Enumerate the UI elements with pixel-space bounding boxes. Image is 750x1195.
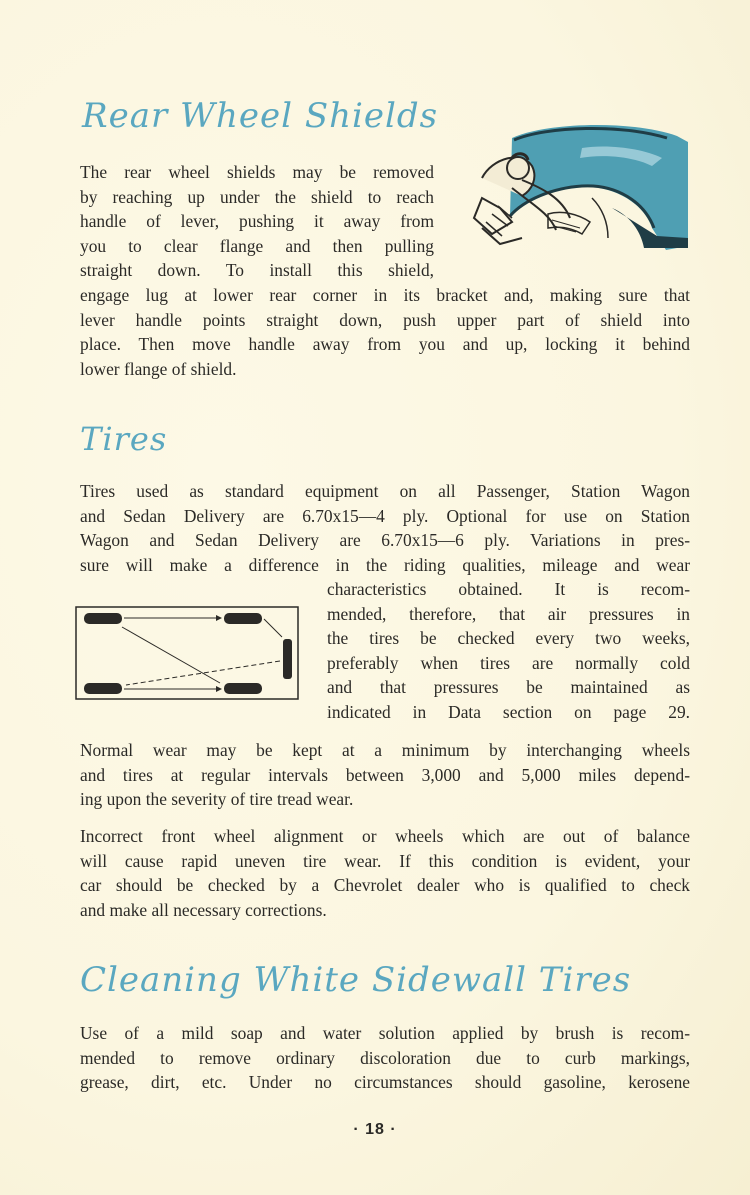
text-line: Wagon and Sedan Delivery are 6.70x15—6 ply. Variations in pres- bbox=[80, 530, 690, 551]
text-line: preferably when tires are normally cold bbox=[327, 652, 690, 673]
heading-tires: Tires bbox=[80, 420, 168, 458]
text-line: The rear wheel shields may be removed bbox=[80, 162, 434, 182]
heading-rear-wheel-shields: Rear Wheel Shields bbox=[82, 96, 439, 136]
text-line: you to clear flange and then pulling bbox=[80, 235, 434, 256]
text-line: and that pressures be maintained as bbox=[327, 677, 690, 698]
text-line: lever handle points straight down, push upper part of shield into bbox=[80, 309, 690, 330]
paragraph-cleaning bbox=[80, 1021, 690, 1095]
paragraph-tires-alignment bbox=[80, 824, 690, 922]
text-line: grease, dirt, etc. Under no circumstances should gasoline, kerosene bbox=[80, 1072, 690, 1093]
text-line: and make all necessary corrections. bbox=[80, 899, 327, 920]
heading-cleaning-white-sidewall-tires: Cleaning White Sidewall Tires bbox=[80, 960, 632, 1000]
text-line: by reaching up under the shield to reach bbox=[80, 186, 434, 207]
text-line: Tires used as standard equipment on all Passenger, Station Wagon bbox=[80, 481, 690, 501]
text-line: car should be checked by a Chevrolet dealer who is qualified to check bbox=[80, 875, 690, 896]
paragraph-rear-wheel-shields-full bbox=[80, 283, 690, 381]
page-number: · 18 · bbox=[353, 1121, 397, 1138]
text-line: and Sedan Delivery are 6.70x15—4 ply. Optional for use on Station bbox=[80, 505, 690, 526]
text-line: mended, therefore, that air pressures in bbox=[327, 603, 690, 624]
text-line: characteristics obtained. It is recom- bbox=[327, 579, 690, 599]
paragraph-tires-wrapped bbox=[327, 577, 690, 725]
text-line: Normal wear may be kept at a minimum by interchanging wheels bbox=[80, 740, 690, 760]
text-line: ing upon the severity of tire tread wear. bbox=[80, 789, 354, 810]
tire-rotation-diagram bbox=[74, 605, 302, 703]
paragraph-rear-wheel-shields-wrapped bbox=[80, 160, 434, 283]
text-line: mended to remove ordinary discoloration due to curb markings, bbox=[80, 1047, 690, 1068]
text-line: place. Then move handle away from you and up, locking it behind bbox=[80, 334, 690, 355]
text-line: handle of lever, pushing it away from bbox=[80, 211, 434, 232]
text-line: Incorrect front wheel alignment or wheels which are out of balance bbox=[80, 826, 690, 846]
text-line: lower flange of shield. bbox=[80, 358, 237, 379]
paragraph-tires-top bbox=[80, 479, 690, 577]
text-line: sure will make a difference in the riding qualities, mileage and wear bbox=[80, 554, 690, 575]
wheel-shield-illustration bbox=[452, 118, 692, 258]
text-line: indicated in Data section on page 29. bbox=[327, 701, 690, 722]
text-line: the tires be checked every two weeks, bbox=[327, 628, 690, 649]
text-line: will cause rapid uneven tire wear. If this condition is evident, your bbox=[80, 850, 690, 871]
text-line: engage lug at lower rear corner in its bracket and, making sure that bbox=[80, 285, 690, 305]
text-line: and tires at regular intervals between 3,000 and 5,000 miles depend- bbox=[80, 764, 690, 785]
paragraph-tires-wear bbox=[80, 738, 690, 812]
text-line: straight down. To install this shield, bbox=[80, 260, 434, 281]
text-line: Use of a mild soap and water solution applied by brush is recom- bbox=[80, 1023, 690, 1043]
